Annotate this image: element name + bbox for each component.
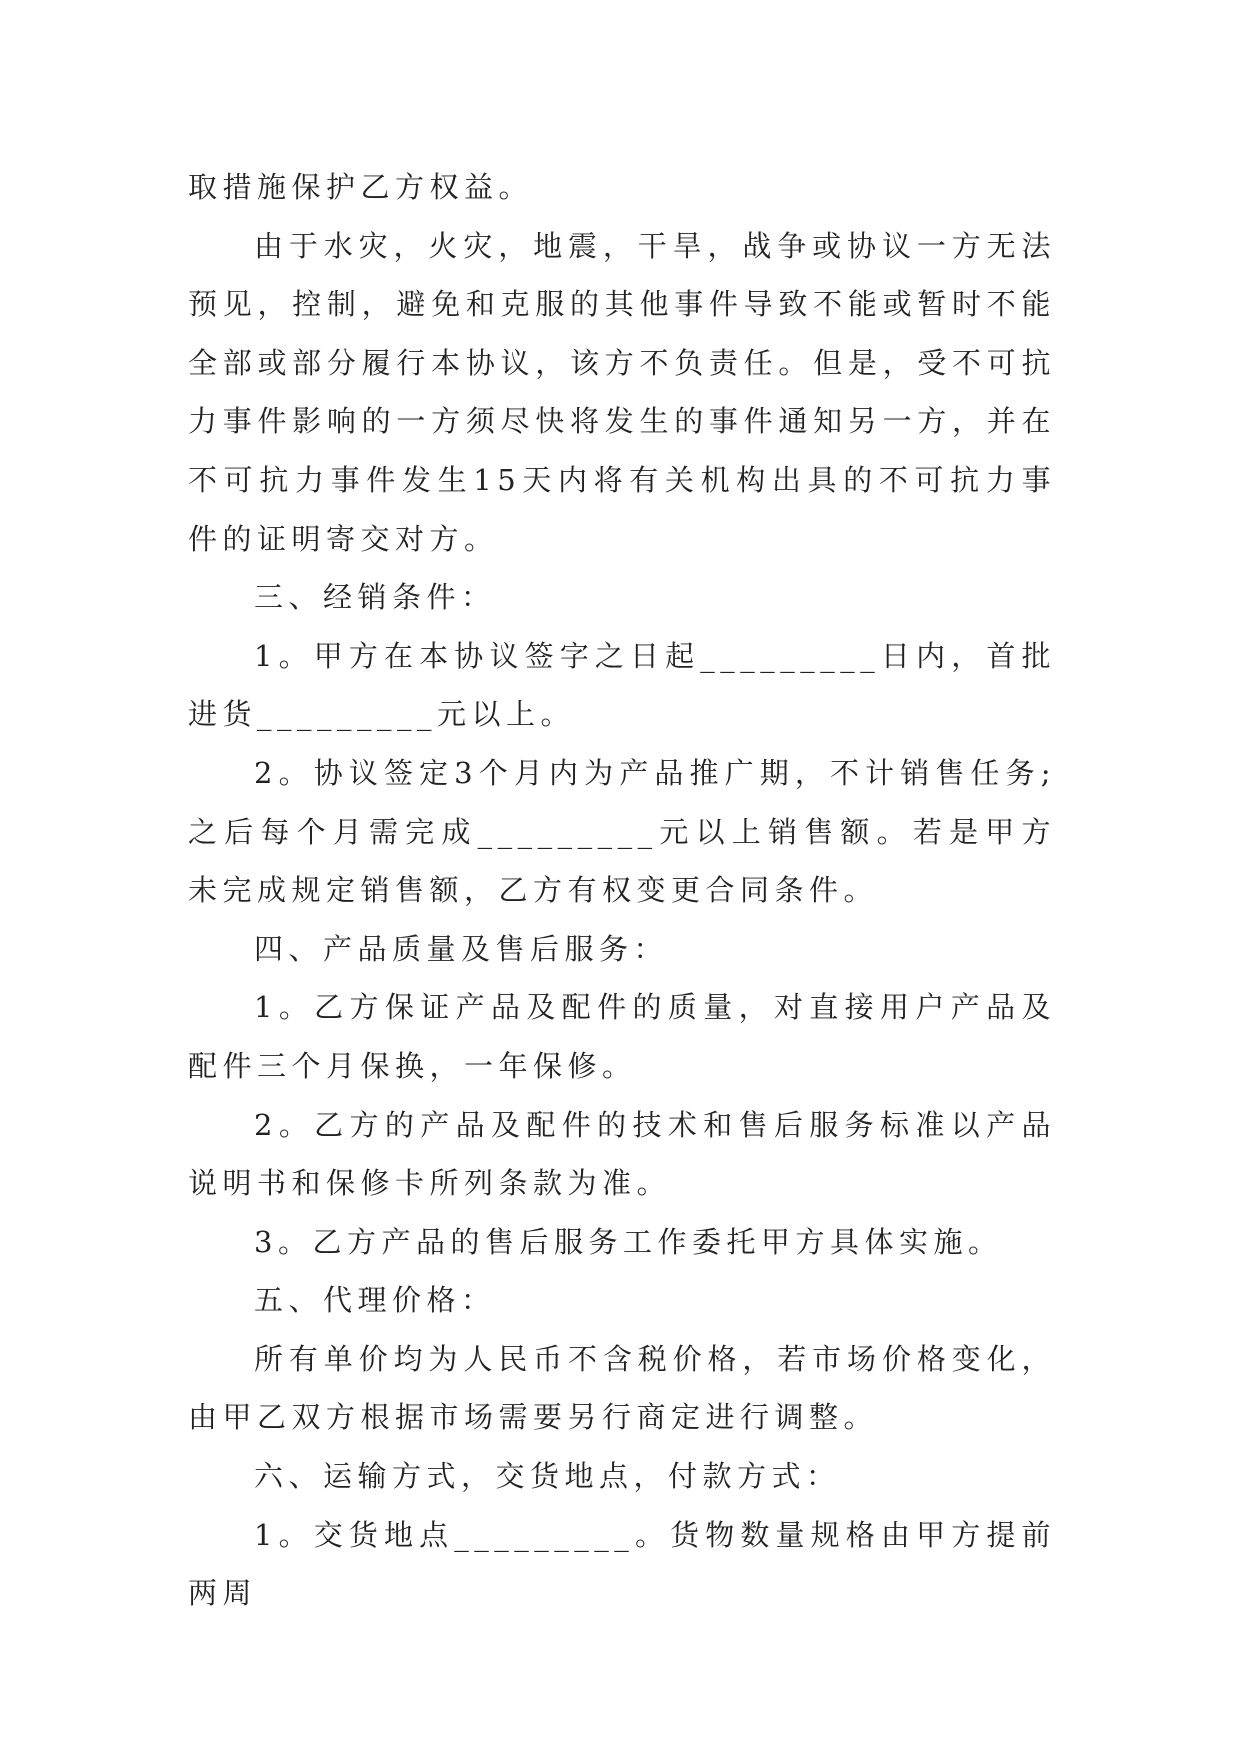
- paragraph-service-standard: 2。乙方的产品及配件的技术和售后服务标准以产品说明书和保修卡所列条款为准。: [188, 1107, 1056, 1201]
- section-heading-distribution-terms: 三、经销条件：: [254, 580, 496, 615]
- paragraph-force-majeure: 由于水灾，火灾，地震，干旱，战争或协议一方无法预见，控制，避免和克服的其他事件导致不能或暂时不能全部或部分履行本协议，该方不负责任。但是，受不可抗力事件影响的一方须尽快将发生的事件通知另一方，并在不可抗力事件发生15天内将有关机构出具的不可抗力事件的证明寄交对方。: [188, 228, 1056, 556]
- section-heading-agency-price: 五、代理价格：: [254, 1283, 496, 1318]
- section-heading-quality-service: 四、产品质量及售后服务：: [254, 931, 669, 966]
- paragraph-delivery-location: 1。交货地点_________。货物数量规格由甲方提前两周: [188, 1517, 1056, 1611]
- paragraph-sales-target: 2。协议签定3个月内为产品推广期，不计销售任务;之后每个月需完成_________元以上销售额。若是甲方未完成规定销售额，乙方有权变更合同条件。: [188, 755, 1056, 908]
- paragraph-first-order: 1。甲方在本协议签字之日起_________日内，首批进货_________元以上。: [188, 638, 1056, 732]
- paragraph-pricing: 所有单价均为人民币不含税价格，若市场价格变化，由甲乙双方根据市场需要另行商定进行调整。: [188, 1341, 1056, 1435]
- paragraph-continuation: 取措施保护乙方权益。: [188, 170, 534, 204]
- document-body: [188, 158, 1056, 1623]
- paragraph-service-delegation: 3。乙方产品的售后服务工作委托甲方具体实施。: [254, 1224, 1003, 1259]
- paragraph-quality-guarantee: 1。乙方保证产品及配件的质量，对直接用户产品及配件三个月保换，一年保修。: [188, 990, 1056, 1083]
- section-heading-transport-delivery-payment: 六、运输方式，交货地点，付款方式：: [254, 1459, 841, 1494]
